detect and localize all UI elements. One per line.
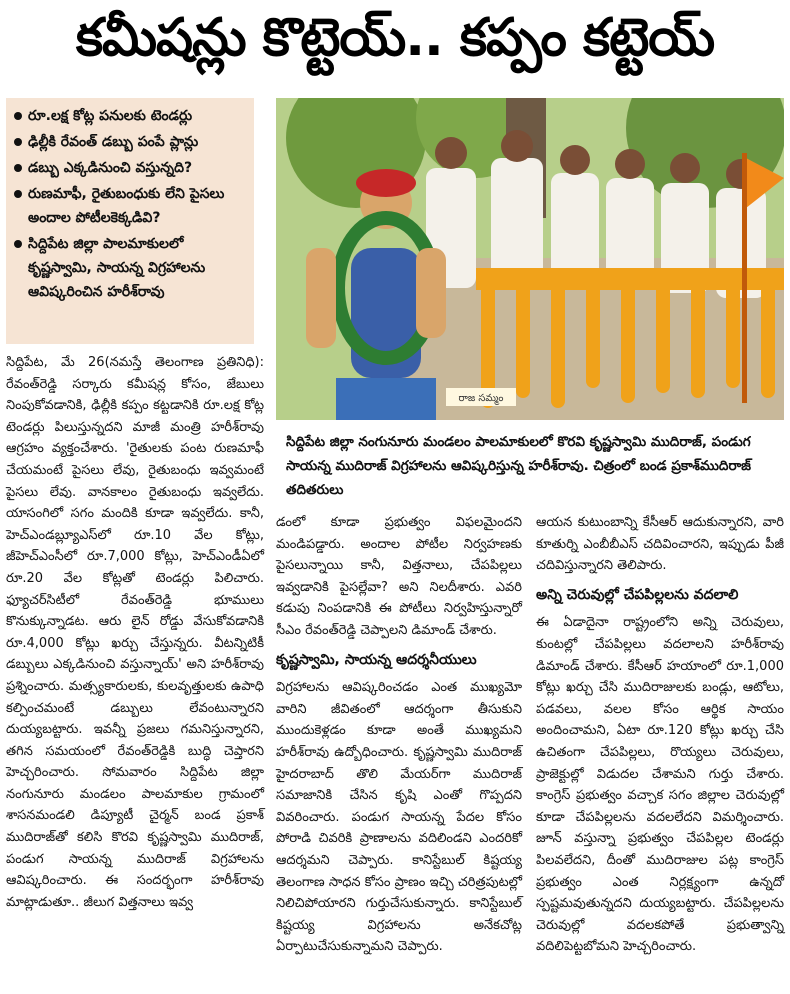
plaque-text: రాజ సమ్మం <box>458 393 504 404</box>
bullet-icon <box>14 112 22 120</box>
highlight-item: రుణమాఫీ, రైతుబంధుకు లేని పైసలు అందాల పోటీలకెక్కడివి? <box>12 182 248 230</box>
paragraph: డంలో కూడా ప్రభుత్వం విఫలమైందని మండిపడ్డారు. అందాల పోటీల నిర్వహణకు పైసలున్నాయి కానీ, విత్తనాలు, చేపపిల్లలు ఇవ్వడానికి పైసల్లేవా? అని నిలదీశారు. ఎవరి కడుపు నింపడానికి ఈ పోటీలు నిర్వహిస్తున్నారో సీఎం రేవంత్‌రెడ్డి చెప్పాలని డిమాండ్ చేశారు. <box>276 515 522 638</box>
article-column-1 <box>6 352 264 913</box>
paragraph: ఈ ఏడాదైనా రాష్ట్రంలోని అన్ని చెరువులు, కుంటల్లో చేపపిల్లలు వదలాలని హరీశ్‌రావు డిమాండ్ చేశారు. కేసీఆర్ హయాంలో రూ.1,000 కోట్లు ఖర్చు చేసి ముదిరాజులకు బండ్లు, ఆటోలు, పడవలు, వలల కోసం ఆర్థిక సాయం అందించామని, ఏటా రూ.120 కోట్లు ఖర్చు చేసి ఉచితంగా చేపపిల్లలు, రొయ్యలు చెరువులు, ప్రాజెక్టుల్లో విడుదల చేశామని గుర్తు చేశారు. కాంగ్రెస్ ప్రభుత్వం వచ్చాక సగం జిల్లాల చెరువుల్లో కూడా చేపపిల్లలను వదలలేదని విమర్శించారు. జూన్ వస్తున్నా ప్రభుత్వం చేపపిల్లల టెండర్లు పిలవలేదని, దీంతో ముదిరాజుల పట్ల కాంగ్రెస్ ప్రభుత్వం ఎంత నిర్లక్ష్యంగా ఉన్నదో స్పష్టమవుతున్నదని దుయ్యబట్టారు. చేపపిల్లలను చెరువుల్లో వదలకపోతే ప్రభుత్వాన్ని వదిలిపెట్టబోమని హెచ్చరించారు. <box>536 615 784 955</box>
highlight-item: ఢిల్లీకి రేవంత్ డబ్బు పంపే ప్లాన్లు <box>12 130 248 154</box>
photo-caption: సిద్దిపేట జిల్లా నంగునూరు మండలం పాలమాకులలో కొరవి కృష్ణస్వామి ముదిరాజ్, పండుగ సాయన్న ముదిరాజ్ విగ్రహాలను ఆవిష్కరిస్తున్న హరీశ్‌రావు. చిత్రంలో బండ ప్రకాశ్‌ముదిరాజ్ తదితరులు <box>286 434 751 498</box>
bullet-icon <box>14 190 22 198</box>
paragraph: విగ్రహాలను ఆవిష్కరించడం ఎంత ముఖ్యమో వారిని జీవితంలో ఆదర్శంగా తీసుకుని ముందుకెళ్లడం కూడా అంతే ముఖ్యమని హరీశ్‌రావు ఉద్బోధించారు. కృష్ణస్వామి ముదిరాజ్ హైదరాబాద్ తొలి మేయర్‌గా ముదిరాజ్ సమాజానికి చేసిన కృషి ఎంతో గొప్పదని వివరించారు. పండుగ సాయన్న పేదల కోసం పోరాడి చివరికి ప్రాణాలను వదిలిండని ఎందరికో ఆదర్శమని చెప్పారు. కానిస్టేబుల్ కిష్టయ్య తెలంగాణ సాధన కోసం ప్రాణం ఇచ్చి చరిత్రపుటల్లో నిలిచిపోయారని గుర్తుచేసుకున్నారు. కానిస్టేబుల్ కిష్టయ్య విగ్రహాలను అనేకచోట్ల ఏర్పాటుచేసుకున్నామని చెప్పారు. <box>276 680 522 955</box>
news-photo <box>276 98 784 420</box>
paragraph: సిద్దిపేట, మే 26(నమస్తే తెలంగాణ ప్రతినిధి): రేవంత్‌రెడ్డి సర్కారు కమీషన్ల కోసం, జేబులు నింపుకోవడానికి, ఢిల్లీకి కప్పం కట్టడానికి రూ.లక్ష కోట్ల టెండర్లు పిలుస్తున్నదని మాజీ మంత్రి హరీశ్‌రావు ఆగ్రహం వ్యక్తంచేశారు. 'రైతులకు పంట రుణమాఫీ చేయమంటే పైసలు లేవు, రైతుబంధు ఇవ్వమంటే పైసలు లేవు. వానకాలం రైతుబంధు ఇవ్వలేదు. యాసంగిలో సగం మందికి కూడా ఇవ్వలేదు. కానీ, హెచ్‌ఎండబ్ల్యూఎస్‌లో రూ.10 వేల కోట్లు, జీహెచ్‌ఎంసీలో రూ.7,000 కోట్లు, హెచ్‌ఎండీఏలో రూ.20 వేల కోట్లతో టెండర్లు పిలిచారు. ఫ్యూచర్‌సిటీలో రేవంత్‌రెడ్డి భూములు కొనుక్కున్నాడట. ఆరు లైన్ రోడ్డు వేసుకోవడానికి రూ.4,000 కోట్లు ఖర్చు చేస్తున్నరు. వీటన్నిటికీ డబ్బులు ఎక్కడినుంచి వస్తున్నాయ్' అని హరీశ్‌రావు ప్రశ్నించారు. మత్స్యకారులకు, కులవృత్తులకు ఉపాధి కల్పించమంటే డబ్బులు లేవంటున్నారని దుయ్యబట్టారు. ఇవన్నీ ప్రజలు గమనిస్తున్నారని, తగిన సమయంలో రేవంత్‌రెడ్డికి బుద్ధి చెప్తారని హెచ్చరించారు. సోమవారం సిద్దిపేట జిల్లా నంగునూరు మండలం పాలమాకుల గ్రామంలో శాసనమండలి డిప్యూటీ చైర్మన్ బండ ప్రకాశ్ ముదిరాజ్‌తో కలిసి కొరవి కృష్ణస్వామి ముదిరాజ్, పండుగ సాయన్న ముదిరాజ్ విగ్రహాలను ఆవిష్కరించారు. ఈ సందర్భంగా హరీశ్‌రావు మాట్లాడుతూ.. జీలుగ విత్తనాలు ఇవ్వ <box>6 355 264 910</box>
article-column-2 <box>276 512 522 958</box>
headline: కమీషన్లు కొట్టెయ్.. కప్పం కట్టెయ్ <box>75 7 715 68</box>
highlight-item: సిద్దిపేట జిల్లా పాలమాకులలో కృష్ణస్వామి, సాయన్న విగ్రహాలను ఆవిష్కరించిన హరీశ్‌రావు <box>12 232 248 304</box>
paragraph: ఆయన కుటుంబాన్ని కేసీఆర్ ఆదుకున్నారని, వారి కూతుర్ని ఎంబీబీఎస్ చదివించారని, ఇప్పుడు పీజీ చదివిస్తున్నారని తెలిపారు. <box>536 515 784 574</box>
highlight-item: డబ్బు ఎక్కడినుంచి వస్తున్నది? <box>12 156 248 180</box>
subheading: అన్ని చెరువుల్లో చేపపిల్లలను వదలాలి <box>536 586 739 603</box>
bullet-icon <box>14 240 22 248</box>
highlight-item: రూ.లక్ష కోట్ల పనులకు టెండర్లు <box>12 104 248 128</box>
photo-illustration <box>276 98 784 420</box>
bullet-icon <box>14 138 22 146</box>
article-column-3 <box>536 512 784 958</box>
bullet-icon <box>14 164 22 172</box>
subheading: కృష్ణస్వామి, సాయన్న ఆదర్శనీయులు <box>276 651 477 668</box>
highlights-box <box>6 98 254 344</box>
